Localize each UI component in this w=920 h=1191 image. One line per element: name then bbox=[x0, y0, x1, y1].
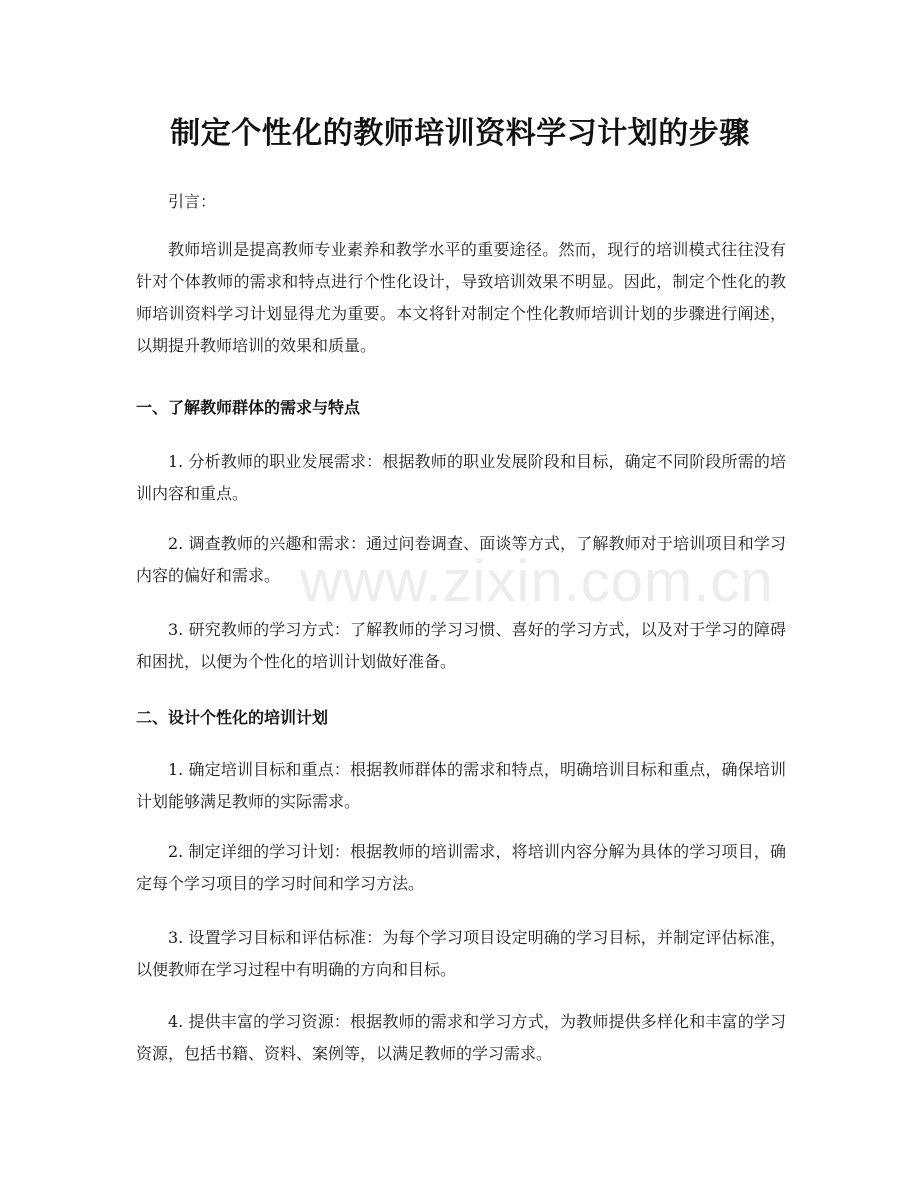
section-heading-1: 一、了解教师群体的需求与特点 bbox=[136, 398, 361, 417]
intro-paragraph: 教师培训是提高教师专业素养和教学水平的重要途径。然而，现行的培训模式往往没有针对个体教师的需求和特点进行个性化设计，导致培训效果不明显。因此，制定个性化的教师培训资料学习计划显得尤为重要。本文将针对制定个性化教师培训计划的步骤进行阐述，以期提升教师培训的效果和质量。 bbox=[136, 240, 786, 355]
document-title: 制定个性化的教师培训资料学习计划的步骤 bbox=[170, 116, 750, 151]
section-1-item-1: 1. 分析教师的职业发展需求：根据教师的职业发展阶段和目标，确定不同阶段所需的培训内容和重点。 bbox=[136, 452, 786, 503]
section-2-item-4: 4. 提供丰富的学习资源：根据教师的需求和学习方式，为教师提供多样化和丰富的学习资源，包括书籍、资料、案例等，以满足教师的学习需求。 bbox=[136, 1012, 786, 1063]
watermark: www.zixin.com.cn bbox=[300, 549, 774, 614]
intro-label: 引言： bbox=[168, 192, 217, 211]
section-1-item-3: 3. 研究教师的学习方式：了解教师的学习习惯、喜好的学习方式，以及对于学习的障碍和困扰，以便为个性化的培训计划做好准备。 bbox=[136, 620, 786, 671]
section-2-item-1: 1. 确定培训目标和重点：根据教师群体的需求和特点，明确培训目标和重点，确保培训计划能够满足教师的实际需求。 bbox=[136, 760, 786, 811]
section-2-item-2: 2. 制定详细的学习计划：根据教师的培训需求，将培训内容分解为具体的学习项目，确定每个学习项目的学习时间和学习方法。 bbox=[136, 842, 786, 893]
section-1-item-2: 2. 调查教师的兴趣和需求：通过问卷调查、面谈等方式，了解教师对于培训项目和学习内容的偏好和需求。 bbox=[136, 534, 786, 585]
section-heading-2: 二、设计个性化的培训计划 bbox=[136, 708, 329, 727]
section-2-item-3: 3. 设置学习目标和评估标准：为每个学习项目设定明确的学习目标，并制定评估标准，以便教师在学习过程中有明确的方向和目标。 bbox=[136, 928, 786, 979]
